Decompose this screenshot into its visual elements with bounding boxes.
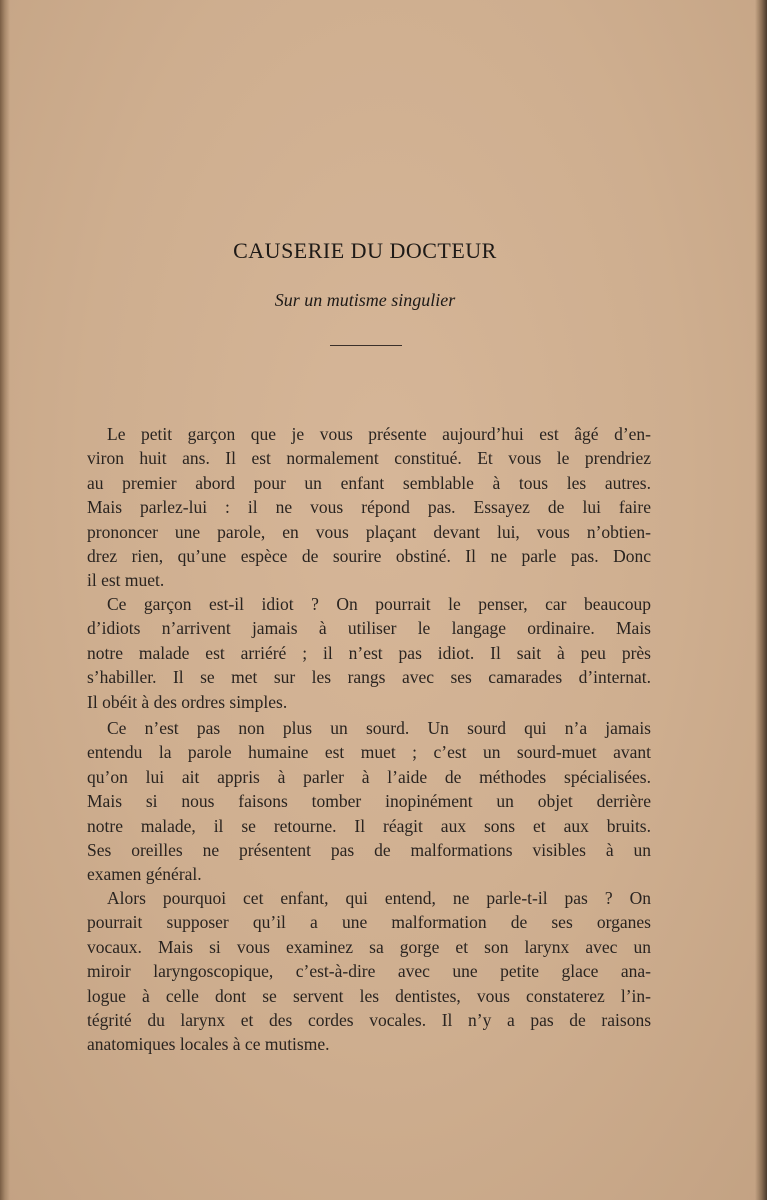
text-line: prononcer une parole, en vous plaçant devant lui, vous n’obtien-	[87, 521, 651, 542]
text-line: Il obéit à des ordres simples.	[87, 691, 288, 712]
text-line: Mais parlez-lui : il ne vous répond pas. Essayez de lui faire	[87, 497, 651, 518]
text-line: examen général.	[87, 864, 202, 885]
text-line: pourrait supposer qu’il a une malformation de ses organes	[87, 912, 651, 933]
text-line: Mais si nous faisons tomber inopinément un objet derrière	[87, 791, 651, 812]
page-subtitle: Sur un mutisme singulier	[274, 290, 456, 310]
text-line: miroir laryngoscopique, c’est-à-dire avec une petite glace ana-	[87, 961, 651, 982]
text-line: qu’on lui ait appris à parler à l’aide de méthodes spécialisées.	[87, 766, 651, 787]
text-line: notre malade est arriéré ; il n’est pas idiot. Il sait à peu près	[87, 642, 651, 663]
paragraph-2	[87, 592, 651, 714]
text-line: drez rien, qu’une espèce de sourire obstiné. Il ne parle pas. Donc	[87, 545, 651, 566]
text-line: Le petit garçon que je vous présente aujourd’hui est âgé d’en-	[107, 424, 651, 444]
paragraph-3	[87, 716, 651, 887]
paragraph-4	[87, 886, 651, 1057]
text-line: entendu la parole humaine est muet ; c’est un sourd-muet avant	[87, 742, 651, 763]
text-line: vocaux. Mais si vous examinez sa gorge et son larynx avec un	[87, 936, 651, 957]
text-line: au premier abord pour un enfant semblable à tous les autres.	[87, 472, 651, 493]
text-line: il est muet.	[87, 570, 165, 591]
paragraph-1	[87, 422, 651, 593]
text-line: Ce n’est pas non plus un sourd. Un sourd qui n’a jamais	[107, 718, 651, 738]
text-line: notre malade, il se retourne. Il réagit aux sons et aux bruits.	[87, 815, 651, 836]
title-divider	[330, 345, 402, 346]
text-line: Ce garçon est-il idiot ? On pourrait le penser, car beaucoup	[107, 594, 651, 614]
text-line: viron huit ans. Il est normalement constitué. Et vous le prendriez	[87, 448, 651, 469]
page-left-edge	[0, 0, 10, 1200]
text-line: s’habiller. Il se met sur les rangs avec ses camarades d’internat.	[87, 667, 651, 688]
text-line: Ses oreilles ne présentent pas de malformations visibles à un	[87, 839, 651, 860]
text-line: logue à celle dont se servent les dentistes, vous constaterez l’in-	[87, 985, 651, 1006]
page-title: CAUSERIE DU DOCTEUR	[233, 238, 497, 263]
text-line: Alors pourquoi cet enfant, qui entend, ne parle-t-il pas ? On	[107, 888, 651, 908]
text-line: anatomiques locales à ce mutisme.	[87, 1034, 330, 1055]
text-line: d’idiots n’arrivent jamais à utiliser le langage ordinaire. Mais	[87, 618, 651, 639]
page-right-edge	[755, 0, 767, 1200]
text-line: tégrité du larynx et des cordes vocales. Il n’y a pas de raisons	[87, 1009, 651, 1030]
